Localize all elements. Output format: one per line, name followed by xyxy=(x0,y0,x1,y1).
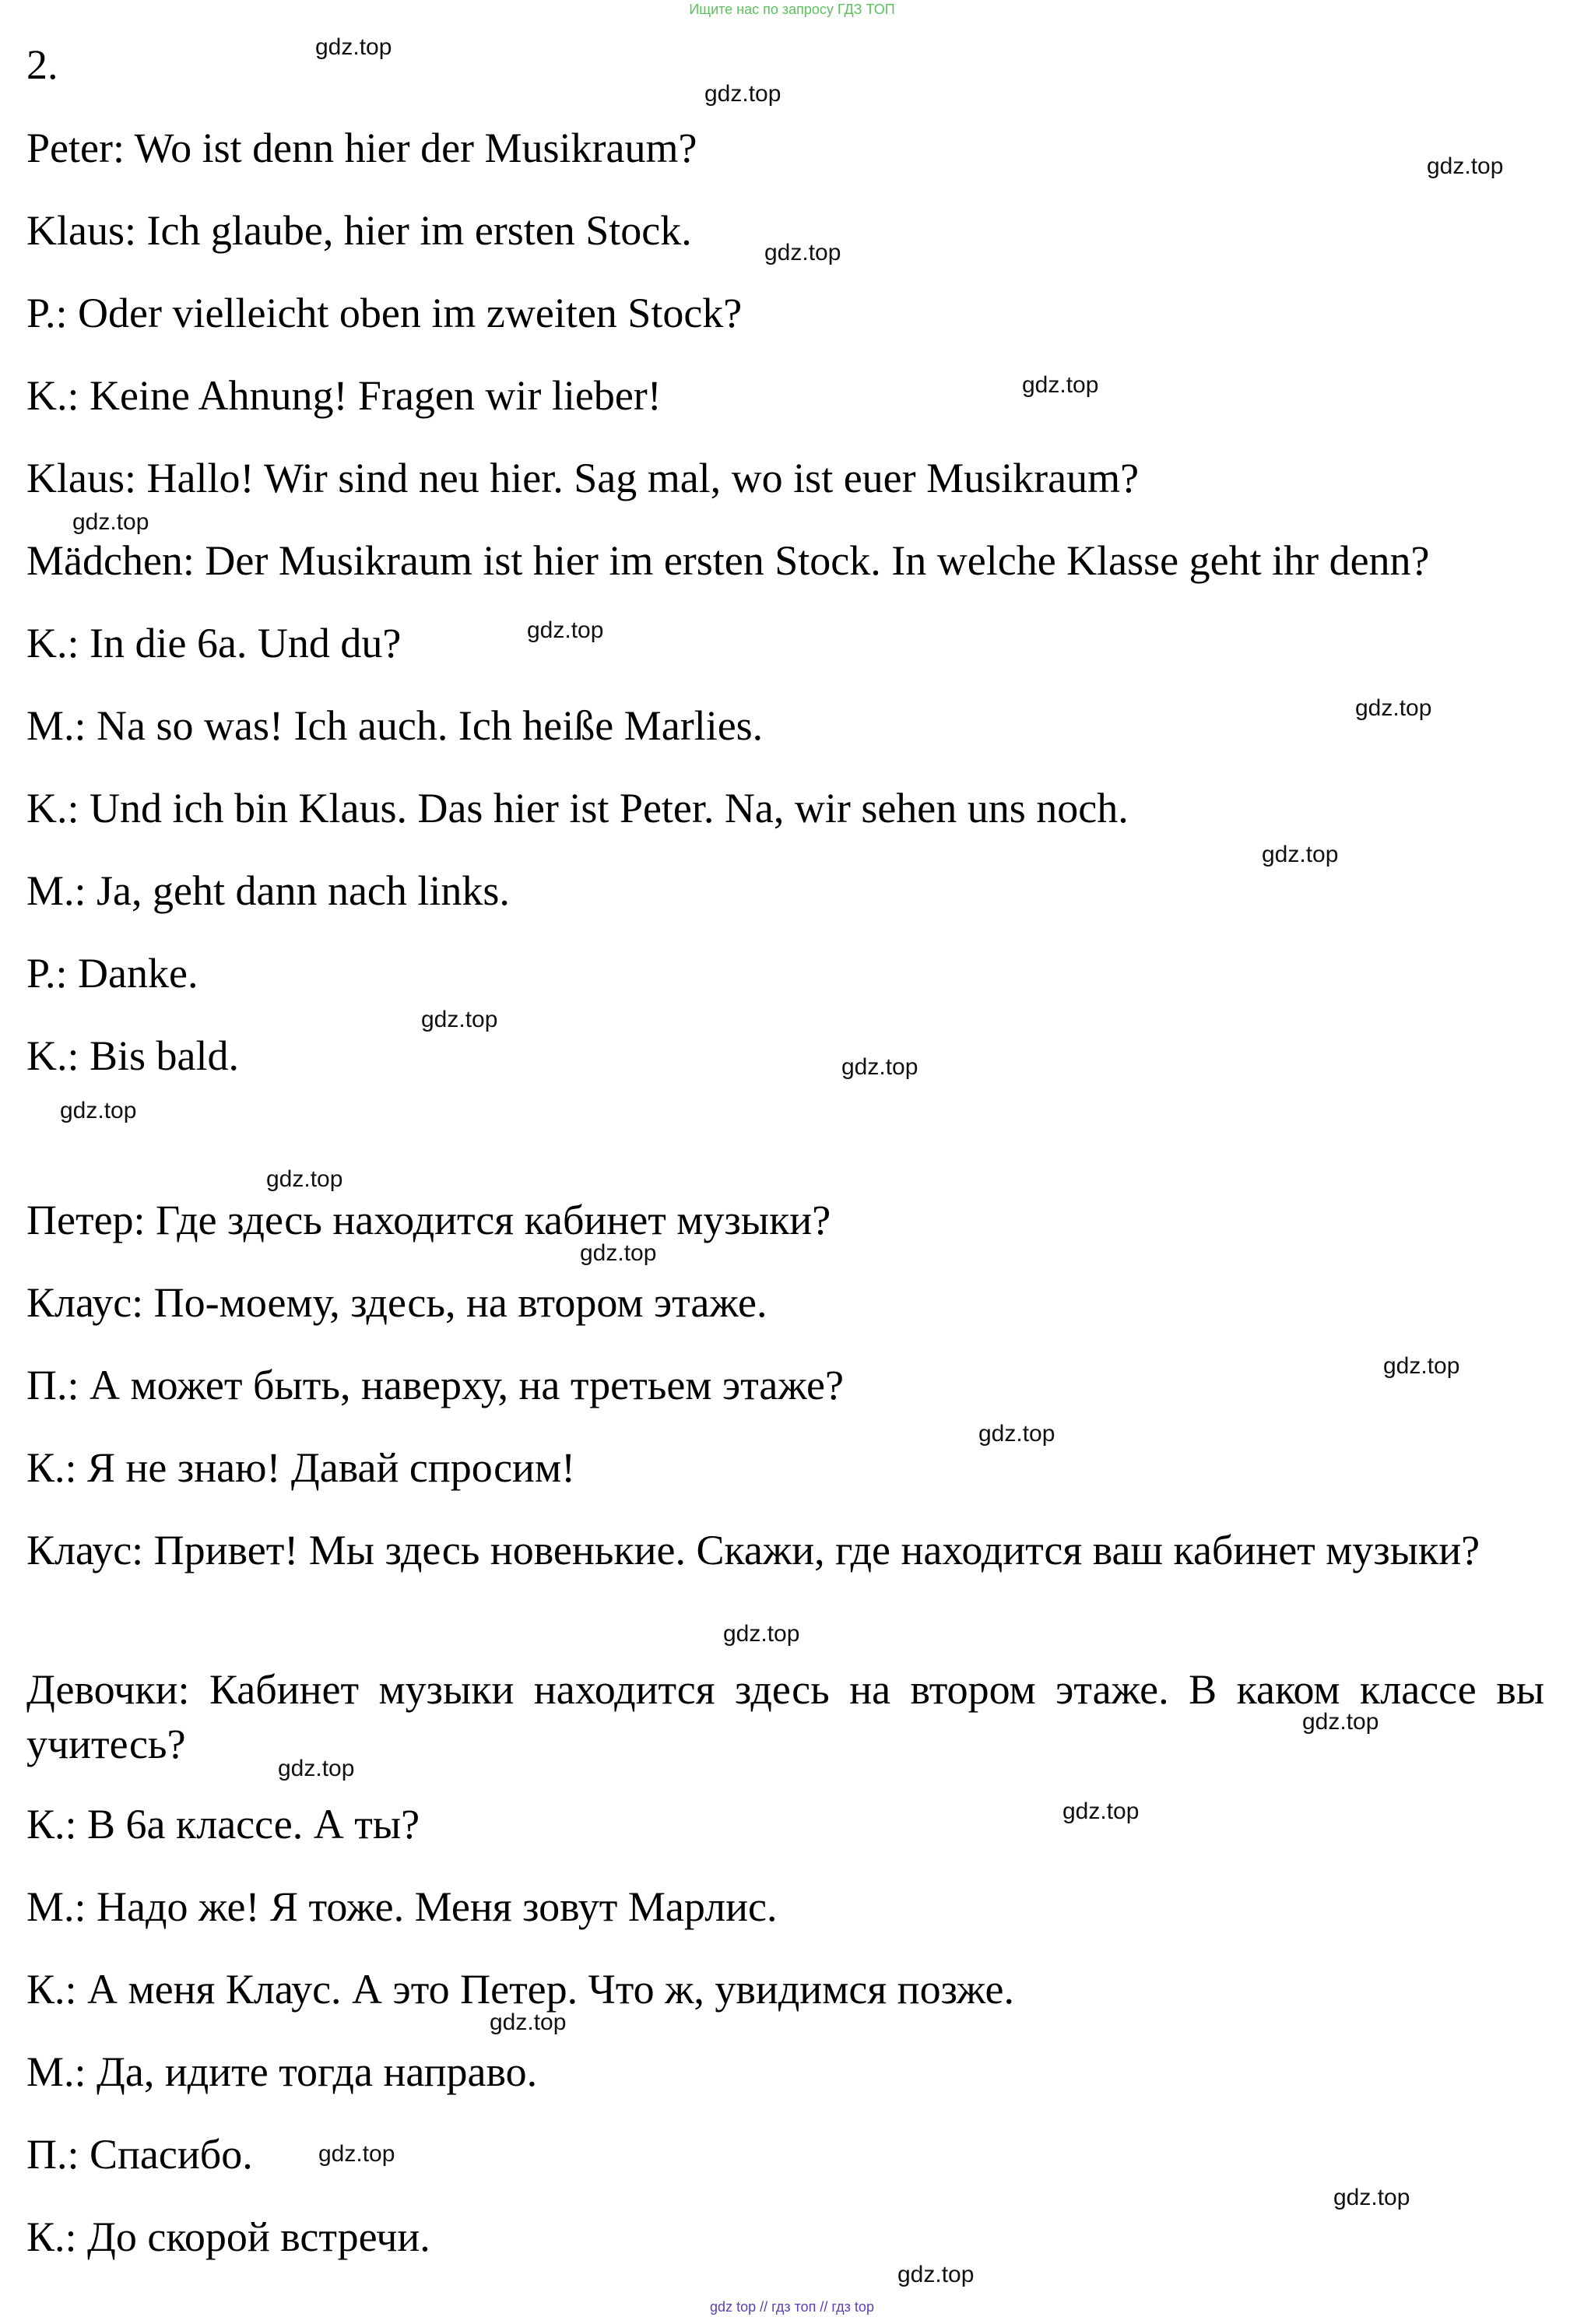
watermark: gdz.top xyxy=(1262,842,1339,867)
watermark: gdz.top xyxy=(841,1054,918,1080)
german-line: K.: Und ich bin Klaus. Das hier ist Peter. Na, wir sehen uns noch. xyxy=(26,785,1129,832)
watermark: gdz.top xyxy=(490,2009,567,2035)
german-line: Klaus: Hallo! Wir sind neu hier. Sag mal, wo ist euer Musikraum? xyxy=(26,455,1140,501)
watermark: gdz.top xyxy=(978,1421,1055,1447)
german-line: P.: Oder vielleicht oben im zweiten Stock? xyxy=(26,290,743,336)
watermark: gdz.top xyxy=(315,34,392,60)
german-line: Klaus: Ich glaube, hier im ersten Stock. xyxy=(26,207,692,254)
russian-line: Девочки: Кабинет музыки находится здесь на втором этаже. В каком классе вы учитесь? xyxy=(26,1666,1544,1767)
watermark: gdz.top xyxy=(1022,372,1099,398)
footer-note: gdz top // гдз топ // гдз top xyxy=(710,2299,874,2315)
watermark: gdz.top xyxy=(318,2141,395,2167)
watermark: gdz.top xyxy=(704,81,781,107)
german-line: K.: In die 6a. Und du? xyxy=(26,620,402,666)
watermark: gdz.top xyxy=(1427,153,1504,179)
german-line: M.: Ja, geht dann nach links. xyxy=(26,867,510,914)
watermark: gdz.top xyxy=(72,509,149,535)
header-note: Ищите нас по запросу ГДЗ ТОП xyxy=(689,2,895,17)
russian-line: П.: А может быть, наверху, на третьем этаже? xyxy=(26,1362,844,1408)
russian-line: Клаус: Привет! Мы здесь новенькие. Скажи, где находится ваш кабинет музыки? xyxy=(26,1527,1480,1573)
german-line: Peter: Wo ist denn hier der Musikraum? xyxy=(26,125,697,171)
german-line: K.: Bis bald. xyxy=(26,1032,240,1079)
task-number: 2. xyxy=(26,41,58,88)
watermark: gdz.top xyxy=(421,1007,498,1032)
russian-line: К.: До скорой встречи. xyxy=(26,2213,430,2260)
german-line: Mädchen: Der Musikraum ist hier im ersten Stock. In welche Klasse geht ihr denn? xyxy=(26,537,1430,584)
watermark: gdz.top xyxy=(1062,1798,1140,1824)
watermark: gdz.top xyxy=(764,240,841,265)
russian-line: Клаус: По-моему, здесь, на втором этаже. xyxy=(26,1279,767,1326)
watermark: gdz.top xyxy=(278,1756,355,1781)
russian-line: М.: Надо же! Я тоже. Меня зовут Марлис. xyxy=(26,1883,778,1930)
russian-line: К.: А меня Клаус. А это Петер. Что ж, увидимся позже. xyxy=(26,1966,1014,2013)
watermark: gdz.top xyxy=(580,1240,657,1266)
watermark: gdz.top xyxy=(1302,1709,1379,1735)
watermark: gdz.top xyxy=(60,1098,137,1123)
russian-line: К.: Я не знаю! Давай спросим! xyxy=(26,1444,576,1491)
russian-line: К.: В 6а классе. А ты? xyxy=(26,1801,420,1848)
watermark: gdz.top xyxy=(897,2262,975,2287)
german-line: K.: Keine Ahnung! Fragen wir lieber! xyxy=(26,372,662,419)
german-line: M.: Na so was! Ich auch. Ich heiße Marlies. xyxy=(26,702,764,749)
watermark: gdz.top xyxy=(1355,695,1432,721)
watermark: gdz.top xyxy=(1333,2185,1410,2210)
german-line: P.: Danke. xyxy=(26,950,198,997)
watermark: gdz.top xyxy=(266,1166,343,1192)
watermark: gdz.top xyxy=(1383,1353,1460,1379)
watermark: gdz.top xyxy=(527,617,604,643)
russian-line: М.: Да, идите тогда направо. xyxy=(26,2048,538,2095)
russian-line: П.: Спасибо. xyxy=(26,2131,253,2178)
russian-line: Петер: Где здесь находится кабинет музыки? xyxy=(26,1197,831,1243)
watermark: gdz.top xyxy=(723,1621,800,1647)
